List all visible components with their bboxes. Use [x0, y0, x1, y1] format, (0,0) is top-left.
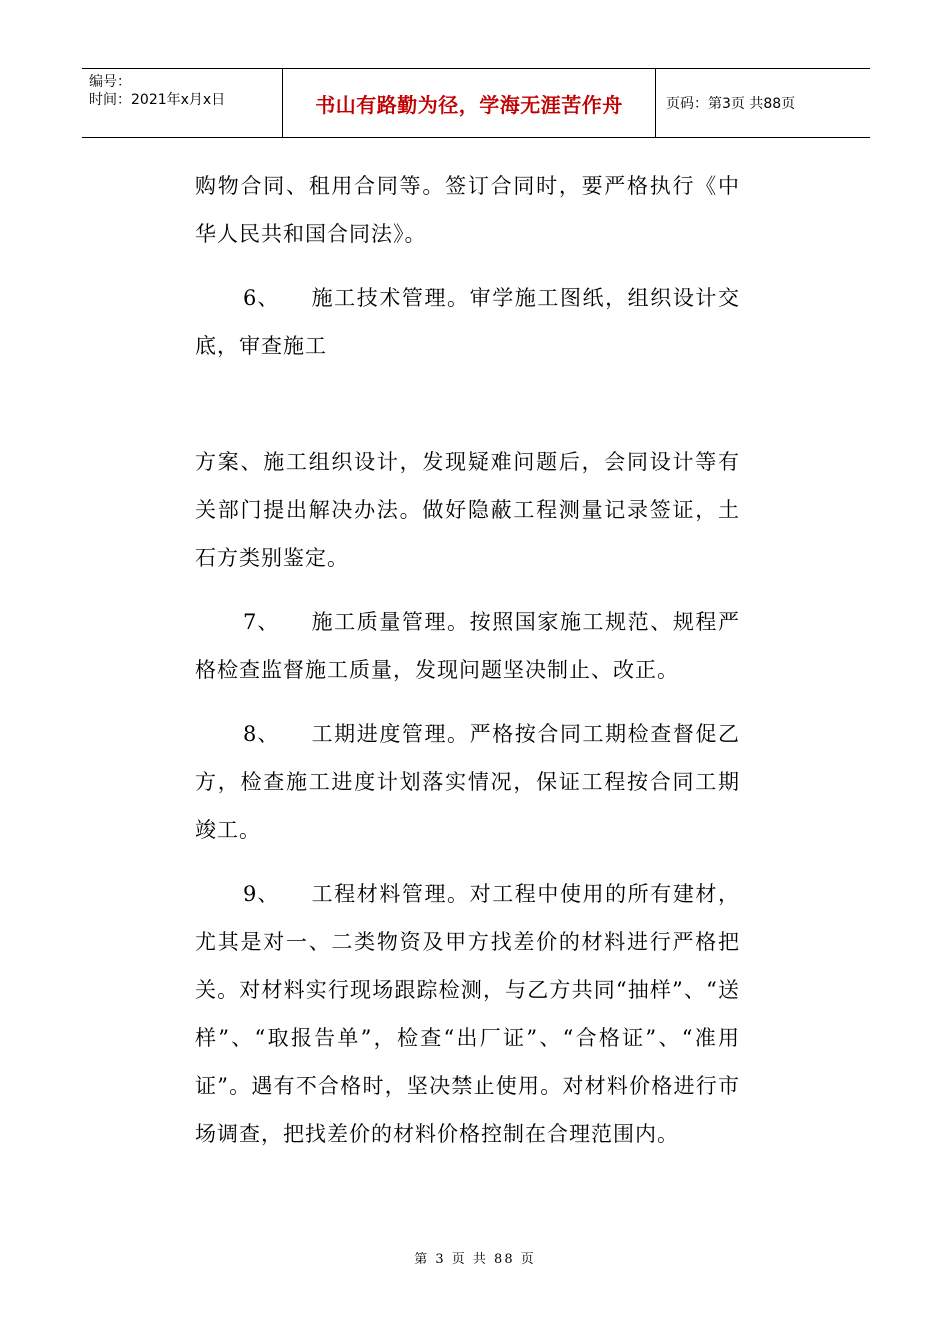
paragraph-item-7 — [195, 598, 740, 694]
paragraph-text: 施工技术管理。审学施工图纸，组织设计交底，审查施工 — [195, 286, 740, 358]
page-footer: 第 3 页 共 88 页 — [414, 1252, 536, 1267]
header-info — [82, 69, 282, 137]
item-number: 7、 — [243, 610, 280, 634]
paragraph-item-9 — [195, 870, 740, 1158]
item-number: 6、 — [243, 286, 280, 310]
serial-number-label: 编号： — [89, 74, 131, 90]
page-header — [82, 68, 870, 138]
header-motto: 书山有路勤为径，学海无涯苦作舟 — [282, 69, 656, 137]
header-page-number: 页码：第3页 共88页 — [666, 96, 796, 112]
paragraph-text: 工程材料管理。对工程中使用的所有建材，尤其是对一、二类物资及甲方找差价的材料进行严格把关。对材料实行现场跟踪检测，与乙方共同“抽样”、“送样”、“取报告单”，检查“出厂证”、“合格证”、“准用证”。遇有不合格时，坚决禁止使用。对材料价格进行市场调查，把找差价的材料价格控制在合理范围内。 — [195, 882, 740, 1146]
paragraph-text: 工期进度管理。严格按合同工期检查督促乙方，检查施工进度计划落实情况，保证工程按合同工期竣工。 — [195, 722, 740, 842]
paragraph-text: 购物合同、租用合同等。签订合同时，要严格执行《中华人民共和国合同法》。 — [195, 174, 740, 246]
item-number: 9、 — [243, 882, 280, 906]
paragraph-contract — [195, 162, 740, 258]
paragraph-item-6-continued — [195, 438, 740, 582]
paragraph-text: 施工质量管理。按照国家施工规范、规程严格检查监督施工质量，发现问题坚决制止、改正。 — [195, 610, 740, 682]
paragraph-item-6 — [195, 274, 740, 370]
document-body — [195, 162, 740, 1174]
item-number: 8、 — [243, 722, 280, 746]
paragraph-item-8 — [195, 710, 740, 854]
date-label: 时间：2021年x月x日 — [89, 92, 226, 108]
paragraph-text: 方案、施工组织设计，发现疑难问题后，会同设计等有关部门提出解决办法。做好隐蔽工程测量记录签证，土石方类别鉴定。 — [195, 450, 740, 570]
